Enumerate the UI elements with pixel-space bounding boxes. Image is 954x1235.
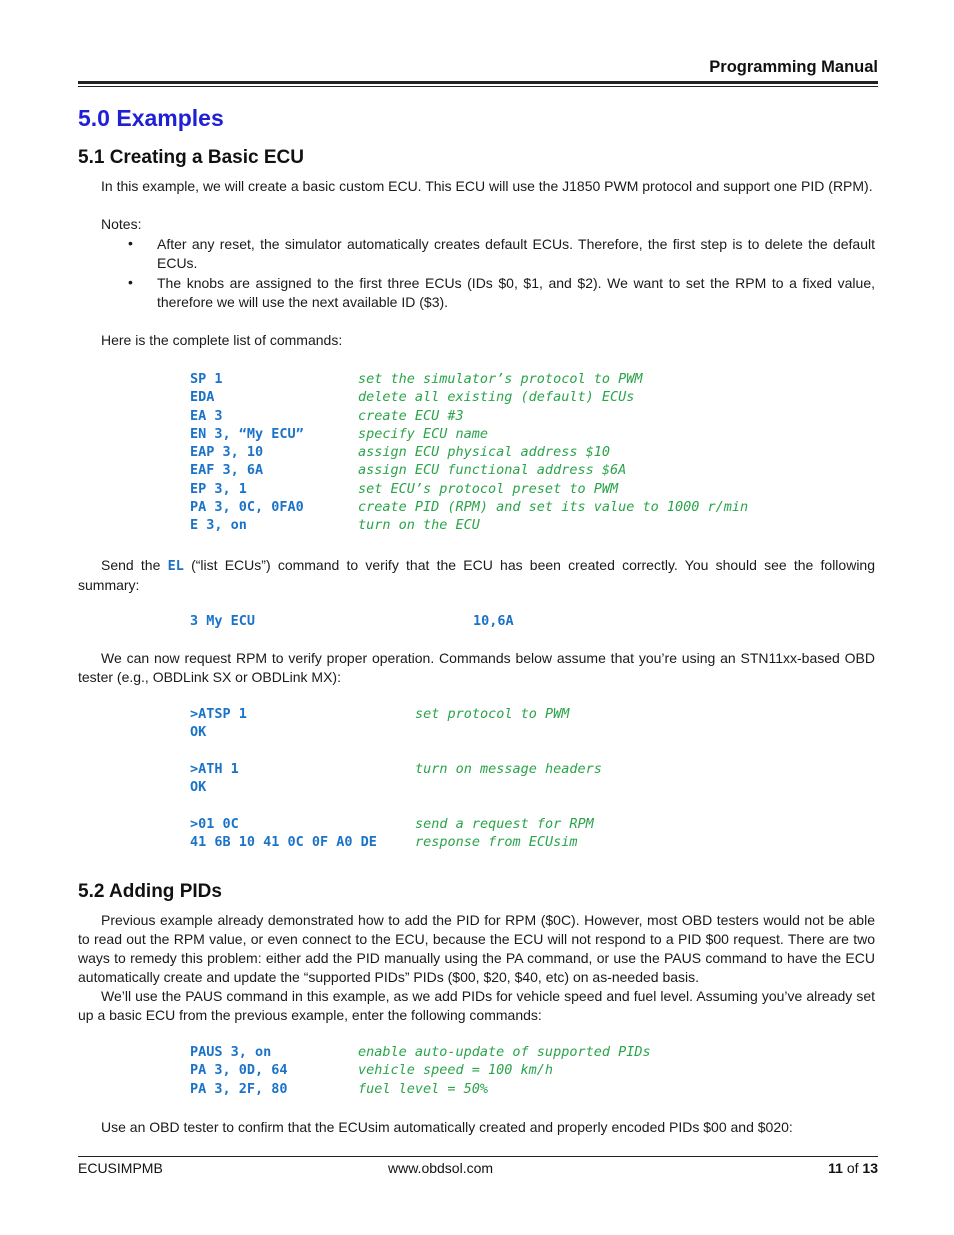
session-spacer [190, 742, 750, 760]
command-list-basic-ecu [190, 370, 830, 535]
command-text: E 3, on [190, 517, 247, 534]
paragraph-intro: In this example, we will create a basic custom ECU. This ECU will use the J1850 PWM protocol and support one PID (RPM). [101, 178, 873, 194]
session-command: 41 6B 10 41 0C 0F A0 DE [190, 834, 377, 851]
command-row [190, 1043, 750, 1061]
command-row [190, 461, 830, 479]
session-row [190, 778, 750, 796]
command-row [190, 1061, 750, 1079]
session-comment: send a request for RPM [415, 815, 594, 832]
bullet-item-knobs: The knobs are assigned to the first three ECUs (IDs $0, $1, and $2). We want to set the RPM to a fixed value, therefore we will use the next available ID ($3). [157, 275, 875, 310]
paragraph-send-el [78, 556, 875, 595]
bullet-item-reset: After any reset, the simulator automatically creates default ECUs. Therefore, the first step is to delete the default ECUs. [157, 236, 875, 271]
session-comment: turn on message headers [415, 760, 602, 777]
command-comment: create ECU #3 [358, 407, 464, 424]
command-text: EP 3, 1 [190, 480, 247, 497]
header-rule-thin [78, 86, 878, 87]
session-command: >ATH 1 [190, 760, 239, 777]
paragraph-adding-pids-2: We’ll use the PAUS command in this example, as we add PIDs for vehicle speed and fuel level. Assuming you’ve already set up a basic ECU from the previous example, enter the following commands: [78, 988, 875, 1023]
session-comment: response from ECUsim [415, 834, 578, 851]
command-row [190, 425, 830, 443]
summary-ecu-name: 3 My ECU [190, 613, 256, 629]
session-row [190, 815, 750, 833]
command-text: EA 3 [190, 407, 223, 424]
command-row [190, 480, 830, 498]
paragraph-list-intro: Here is the complete list of commands: [101, 332, 343, 348]
session-command: >01 0C [190, 815, 239, 832]
command-comment: set ECU’s protocol preset to PWM [358, 480, 619, 497]
command-comment: delete all existing (default) ECUs [358, 389, 635, 406]
command-comment: turn on the ECU [358, 517, 480, 534]
command-comment: vehicle speed = 100 km/h [358, 1062, 554, 1079]
summary-addresses: 10,6A [473, 613, 514, 629]
command-row [190, 498, 830, 516]
command-text: PA 3, 0D, 64 [190, 1062, 288, 1079]
command-text: PA 3, 2F, 80 [190, 1080, 288, 1097]
command-row [190, 407, 830, 425]
ecu-summary-line [190, 612, 590, 630]
section-heading-basic-ecu: 5.1 Creating a Basic ECU [78, 147, 304, 168]
command-text: PAUS 3, on [190, 1044, 272, 1060]
command-row [190, 388, 830, 406]
command-text: EDA [190, 389, 215, 406]
section-heading-examples: 5.0 Examples [78, 105, 224, 131]
command-text: SP 1 [190, 371, 223, 387]
command-comment: assign ECU functional address $6A [358, 462, 627, 479]
session-comment: set protocol to PWM [415, 706, 570, 722]
paragraph-closing: Use an OBD tester to confirm that the ECUsim automatically created and properly encoded PIDs $00 and $020: [101, 1119, 793, 1135]
command-row [190, 1080, 750, 1098]
notes-label: Notes: [101, 216, 142, 232]
paragraph-adding-pids-1: Previous example already demonstrated how to add the PID for RPM ($0C). However, most OBD testers would not be able to read out the RPM value, or even connect to the ECU, because the ECU will not respond to a PID $00 request. There are two ways to remedy this problem: either add the PID manually using the PA command, or use the PAUS command to have the ECU automatically create and update the “supported PIDs” PIDs ($00, $20, $40, etc) on as-needed basis. [78, 912, 875, 985]
command-comment: enable auto-update of supported PIDs [358, 1044, 651, 1060]
session-row [190, 723, 750, 741]
session-command: OK [190, 724, 207, 741]
send-text-post: (“list ECUs”) command to verify that the ECU has been created correctly. You should see the following summary: [78, 557, 875, 593]
command-text: EN 3, “My ECU” [190, 425, 304, 442]
command-list-paus [190, 1043, 750, 1098]
command-row [190, 370, 830, 388]
command-row [190, 443, 830, 461]
send-text-pre: Send the [101, 557, 161, 573]
command-row [190, 516, 830, 534]
terminal-session [190, 705, 750, 851]
session-row [190, 760, 750, 778]
command-text: PA 3, 0C, 0FA0 [190, 499, 304, 516]
page-total: 13 [862, 1160, 878, 1176]
session-spacer [190, 796, 750, 814]
footer-rule [78, 1156, 878, 1157]
page-of: of [846, 1160, 859, 1176]
section-heading-adding-pids: 5.2 Adding PIDs [78, 881, 222, 902]
command-comment: set the simulator’s protocol to PWM [358, 371, 643, 387]
page-current: 11 [828, 1160, 843, 1176]
command-text: EAP 3, 10 [190, 444, 264, 461]
session-row [190, 705, 750, 723]
session-row [190, 833, 750, 851]
bullet-marker: • [128, 235, 133, 251]
document-header-title: Programming Manual [709, 58, 878, 76]
command-comment: create PID (RPM) and set its value to 1000 r/min [358, 499, 749, 516]
command-comment: assign ECU physical address $10 [358, 444, 610, 461]
paragraph-request-rpm: We can now request RPM to verify proper operation. Commands below assume that you’re using an STN11xx-based OBD tester (e.g., OBDLink SX or OBDLink MX): [78, 650, 875, 685]
bullet-marker: • [128, 274, 133, 290]
command-text: EAF 3, 6A [190, 462, 264, 479]
session-command: >ATSP 1 [190, 706, 247, 722]
session-command: OK [190, 779, 207, 796]
header-rule-thick [78, 81, 878, 84]
footer-doc-id: ECUSIMPMB [78, 1160, 163, 1176]
inline-command-el: EL [167, 558, 184, 574]
command-comment: fuel level = 50% [358, 1080, 489, 1097]
command-comment: specify ECU name [358, 425, 489, 442]
footer-page-number [828, 1160, 878, 1176]
footer-website: www.obdsol.com [388, 1160, 494, 1176]
